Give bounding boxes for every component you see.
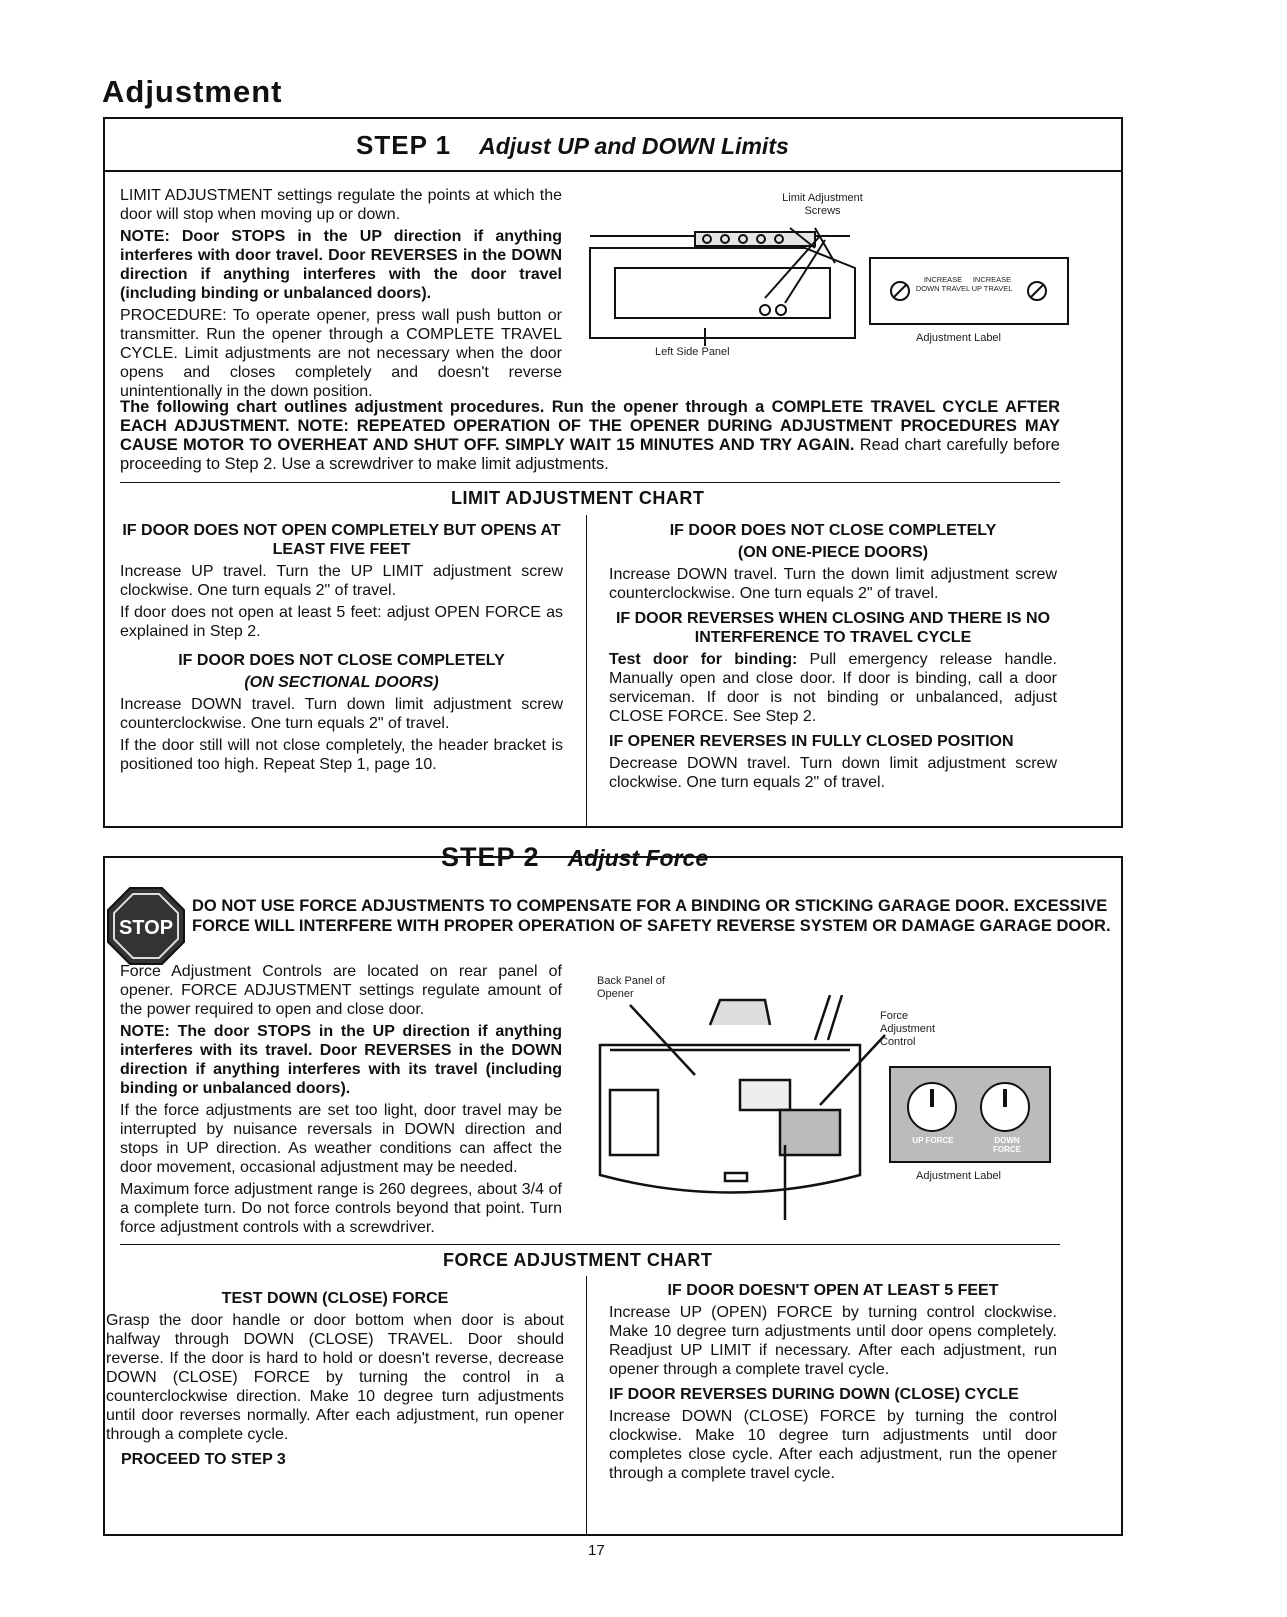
stop-sign-text: STOP [118,917,174,939]
up-force-text: UP FORCE [912,1136,954,1145]
step1-warning-text: The following chart outlines adjustment procedures. Run the opener through a COMPLETE TRAVEL CYCLE AFTER EACH ADJUSTMENT. NOTE: REPEATED OPERATION OF THE OPENER DURING ADJUSTMENT PROCEDURES MAY CAUSE MOTOR TO OVERHEAT AND SHUT OFF. SIMPLY WAIT 15 MINUTES AND TRY AGAIN. [120,398,1060,454]
limit-left-body-1b: If door does not open at least 5 feet: adjust OPEN FORCE as explained in Step 2. [120,604,563,640]
force-control-label: Force Adjustment Control [880,1010,936,1048]
step1-warning-para [120,398,1060,474]
step2-label: STEP 2 [441,842,540,872]
limit-left-body-1: Increase UP travel. Turn the UP LIMIT adjustment screw clockwise. One turn equals 2" of travel. [120,563,563,599]
step2-para4: Maximum force adjustment range is 260 degrees, about 3/4 of a complete turn. Do not force controls beyond that point. Turn force adjustment controls with a screwdriver. [120,1181,562,1236]
step2-adjustment-label-caption: Adjustment Label [916,1170,1001,1182]
step2-note: NOTE: The door STOPS in the UP direction if anything interferes with its travel. Door REVERSES in the DOWN direction if anything interferes with its travel (including binding or unbalanced doors). [120,1023,562,1097]
force-chart-divider [586,1276,587,1535]
step1-note: NOTE: Door STOPS in the UP direction if anything interferes with door travel. Door REVERSES in the DOWN direction if anything interferes with the door travel (including binding or unbalanced doors). [120,228,562,302]
step1-adjustment-label-caption: Adjustment Label [916,332,1001,344]
proceed-step3: PROCEED TO STEP 3 [121,1451,286,1468]
step1-title: Adjust UP and DOWN Limits [479,133,789,159]
force-right-head-2: IF DOOR REVERSES DURING DOWN (CLOSE) CYCLE [609,1386,1019,1403]
step1-procedure: PROCEDURE: To operate opener, press wall push button or transmitter. Run the opener through a COMPLETE TRAVEL CYCLE. Limit adjustments are not necessary when the door opens and closes completely and doesn't reverse unintentionally in the down position. [120,307,562,400]
back-panel-diagram [590,995,1060,1225]
limit-left-head-2: IF DOOR DOES NOT CLOSE COMPLETELY [178,652,505,669]
step2-intro: Force Adjustment Controls are located on rear panel of opener. FORCE ADJUSTMENT settings regulate amount of the power required to open and close door. [120,963,562,1018]
stop-sign-icon [106,886,186,966]
left-side-panel-label: Left Side Panel [655,346,730,358]
limit-right-lead-2: Test door for binding: [609,651,798,668]
down-force-text: DOWN FORCE [993,1136,1021,1154]
limit-left-head-1: IF DOOR DOES NOT OPEN COMPLETELY BUT OPENS AT LEAST FIVE FEET [122,522,561,558]
limit-left-head-2b: (ON SECTIONAL DOORS) [244,674,439,691]
limit-right-body-1: Increase DOWN travel. Turn the down limit adjustment screw counterclockwise. One turn equals 2" of travel. [609,566,1057,602]
step2-para3: If the force adjustments are set too light, door travel may be interrupted by nuisance reversals in DOWN direction and stops in UP direction. As weather conditions can affect the door movement, occasional adjustment may be needed. [120,1102,562,1176]
increase-down-travel-text: INCREASE DOWN TRAVEL [915,275,971,293]
step2-warning: DO NOT USE FORCE ADJUSTMENTS TO COMPENSATE FOR A BINDING OR STICKING GARAGE DOOR. EXCESSIVE FORCE WILL INTERFERE WITH PROPER OPERATION OF SAFETY REVERSE SYSTEM OR DAMAGE GARAGE DOOR. [192,897,1111,935]
limit-right-head-1b: (ON ONE-PIECE DOORS) [737,544,929,561]
limit-chart-left-column [120,515,563,777]
force-left-head: TEST DOWN (CLOSE) FORCE [221,1290,449,1307]
limit-chart-rule [120,482,1060,483]
step1-warning-tail: Read chart carefully before proceeding to Step 2. Use a screwdriver to make limit adjustments. [120,436,1060,473]
limit-screws-label: Limit Adjustment Screws [782,192,863,217]
step1-intro-block [120,186,562,404]
limit-right-head-1: IF DOOR DOES NOT CLOSE COMPLETELY [669,522,997,539]
step2-header [441,842,708,873]
force-right-body-2: Increase DOWN (CLOSE) FORCE by turning the control clockwise. Make 10 degree turn adjustments until door completes close cycle. After each adjustment, run the opener through a complete travel cycle. [609,1408,1057,1482]
limit-left-body-2: Increase DOWN travel. Turn down limit adjustment screw counterclockwise. One turn equals 2" of travel. [120,696,563,732]
step1-header [356,130,789,161]
limit-chart-title: LIMIT ADJUSTMENT CHART [451,488,705,508]
limit-chart-right-column [609,515,1057,795]
step1-label: STEP 1 [356,130,452,160]
force-chart-right-column [609,1275,1057,1486]
step2-intro-block [120,962,562,1240]
force-left-body: Grasp the door handle or door bottom when door is about halfway through DOWN (CLOSE) TRAVEL. Door should reverse. If the door is hard to hold or doesn't reverse, decrease DOWN (CLOSE) FORCE by turning the control in a counterclockwise direction. Make 10 degree turn adjustments until door reverses normally. After each adjustment, run opener through a complete cycle. [106,1312,564,1443]
limit-right-head-3: IF OPENER REVERSES IN FULLY CLOSED POSITION [609,733,1014,750]
force-chart-left-column [106,1283,564,1472]
force-right-body-1: Increase UP (OPEN) FORCE by turning control clockwise. Make 10 degree turn adjustments until door opens completely. Readjust UP LIMIT if necessary. After each adjustment, run opener through a complete travel cycle. [609,1304,1057,1378]
limit-right-body-3: Decrease DOWN travel. Turn down limit adjustment screw clockwise. One turn equals 2" of travel. [609,755,1057,791]
force-chart-title: FORCE ADJUSTMENT CHART [443,1250,713,1270]
limit-right-head-2: IF DOOR REVERSES WHEN CLOSING AND THERE IS NO INTERFERENCE TO TRAVEL CYCLE [615,610,1051,646]
step1-header-rule [103,170,1123,172]
limit-right-body-2: Pull emergency release handle. Manually open and close door. If door is binding, call a door serviceman. If door is not binding or unbalanced, adjust CLOSE FORCE. See Step 2. [609,651,1057,725]
step1-intro: LIMIT ADJUSTMENT settings regulate the points at which the door will stop when moving up or down. [120,187,562,223]
back-panel-label: Back Panel of Opener [597,975,665,1000]
limit-chart-divider [586,515,587,827]
force-right-head-1: IF DOOR DOESN'T OPEN AT LEAST 5 FEET [667,1282,999,1299]
page-title: Adjustment [102,74,283,109]
increase-up-travel-text: INCREASE UP TRAVEL [971,275,1013,293]
limit-left-body-2b: If the door still will not close completely, the header bracket is positioned too high. Repeat Step 1, page 10. [120,737,563,773]
force-chart-rule [120,1244,1060,1245]
page-number: 17 [588,1542,605,1559]
step2-title: Adjust Force [567,845,709,871]
